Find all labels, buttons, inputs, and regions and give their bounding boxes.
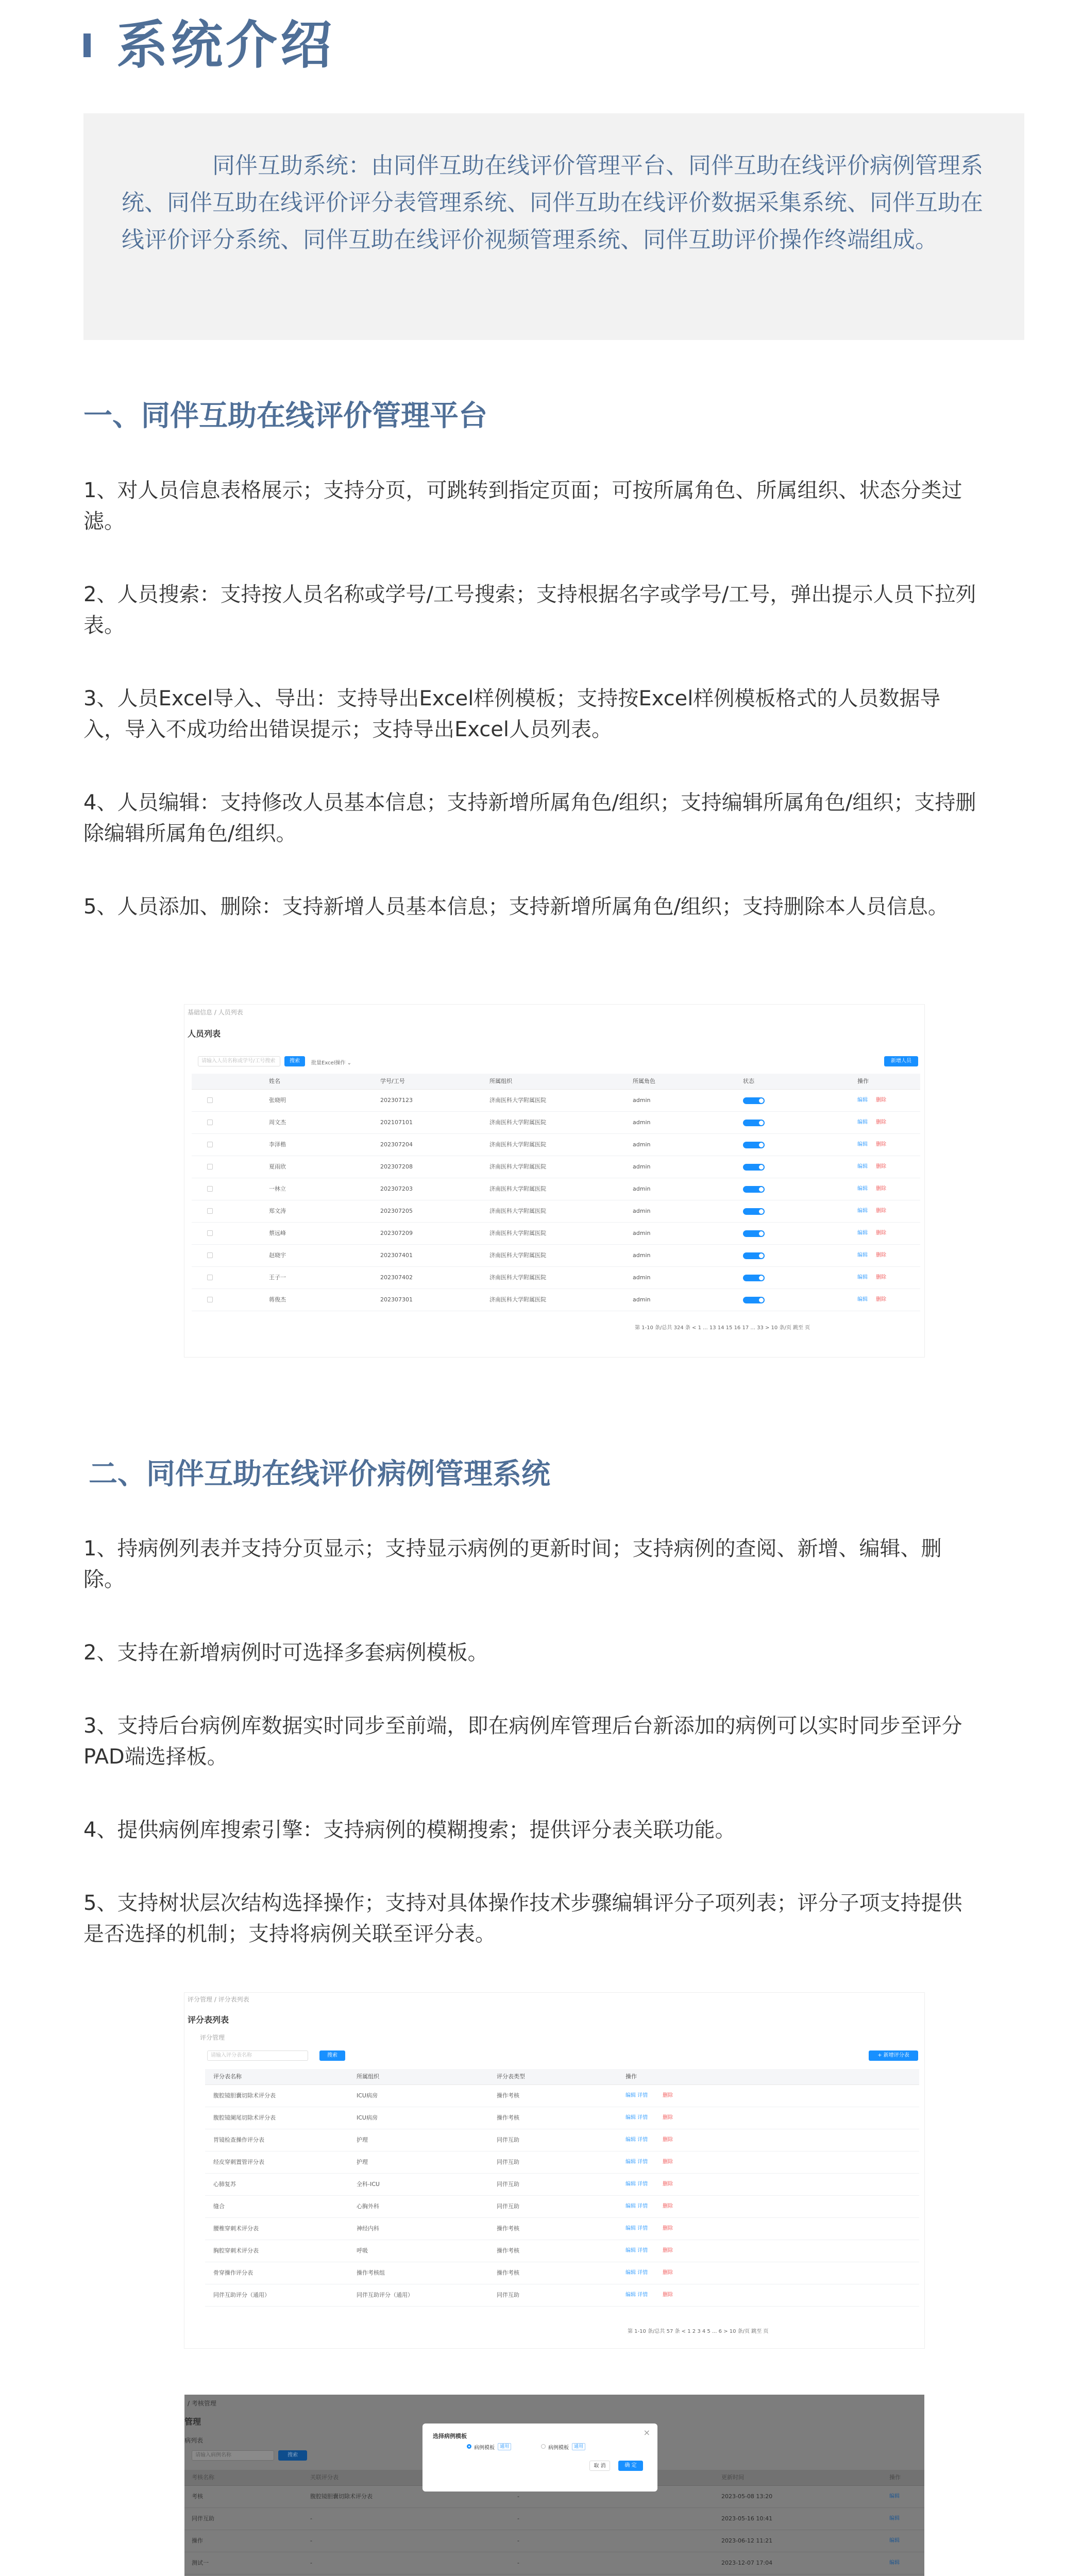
col-updated: 更新时间 [721, 2474, 744, 2481]
table-cell: 李泽楷 [269, 1141, 286, 1148]
table-cell: 202307209 [380, 1230, 413, 1236]
excel-dropdown[interactable]: 批量Excel操作 ⌄ [311, 1060, 352, 1066]
breadcrumb[interactable]: 基础信息 / 人员列表 [188, 1009, 243, 1016]
page-title: 系统介绍 [116, 15, 335, 75]
section2-item: 3、支持后台病例库数据实时同步至前端，即在病例库管理后台新添加的病例可以实时同步至评分PAD端选择板。 [83, 1714, 962, 1769]
col-role: 所属角色 [633, 1078, 655, 1084]
table-cell: admin [633, 1274, 651, 1281]
personnel-list-screenshot [184, 1005, 924, 1357]
edit-detail-links[interactable]: 编辑 详情 [625, 2204, 648, 2209]
table-cell: 张晓明 [269, 1097, 286, 1104]
table-row [205, 2240, 919, 2262]
table-cell: 一林立 [269, 1185, 286, 1192]
delete-link[interactable]: 删除 [876, 1120, 886, 1125]
table-cell: 济南医科大学附属医院 [489, 1208, 546, 1214]
status-toggle[interactable] [743, 1252, 765, 1259]
row-checkbox[interactable] [207, 1142, 213, 1147]
row-checkbox[interactable] [207, 1120, 213, 1125]
col-id: 学号/工号 [380, 1078, 405, 1084]
table-row [192, 1134, 920, 1156]
delete-link[interactable]: 删除 [876, 1297, 886, 1302]
table-cell: 济南医科大学附属医院 [489, 1185, 546, 1192]
table-row [205, 2129, 919, 2151]
status-toggle[interactable] [743, 1230, 765, 1237]
table-cell: 缝合 [213, 2203, 225, 2210]
ok-button[interactable]: 确 定 [618, 2461, 643, 2471]
table-cell: 考核 [192, 2493, 203, 2500]
edit-link[interactable]: 编辑 [857, 1275, 868, 1280]
table-cell: 骨穿操作评分表 [213, 2269, 253, 2276]
table-cell: 202307401 [380, 1252, 413, 1259]
edit-link[interactable]: 编辑 [857, 1142, 868, 1147]
status-toggle[interactable] [743, 1186, 765, 1193]
section2-item: 2、支持在新增病例时可选择多套病例模板。 [83, 1641, 488, 1665]
table-cell: admin [633, 1163, 651, 1170]
col-action: 操作 [889, 2474, 901, 2481]
edit-link[interactable]: 编辑 [857, 1164, 868, 1170]
col-score-sheet: 关联评分表 [310, 2474, 339, 2481]
table-cell: 护理 [357, 2137, 368, 2143]
section1-title: 一、同伴互助在线评价管理平台 [83, 399, 487, 433]
row-checkbox[interactable] [207, 1208, 213, 1214]
list-title: 人员列表 [188, 1029, 221, 1039]
table-row [192, 1178, 920, 1200]
table-cell: 全科-ICU [357, 2181, 380, 2188]
search-button[interactable]: 搜索 [278, 2450, 307, 2461]
table-row [205, 2284, 919, 2307]
col-name: 姓名 [269, 1078, 280, 1084]
table-cell: 操作考核 [497, 2269, 519, 2276]
table-cell: 2023-12-07 17:04 [721, 2560, 773, 2566]
table-row [192, 1289, 920, 1311]
table-cell: 202307402 [380, 1274, 413, 1281]
col-action: 操作 [625, 2073, 637, 2080]
table-row [192, 1090, 920, 1112]
table-row [184, 2508, 924, 2530]
table-cell: 腰椎穿刺术评分表 [213, 2225, 259, 2232]
search-button[interactable]: 搜索 [284, 1056, 305, 1066]
table-cell: admin [633, 1185, 651, 1192]
breadcrumb[interactable]: / 考核管理 [188, 2400, 216, 2407]
col-status: 状态 [743, 1078, 754, 1084]
edit-link[interactable]: 编辑 [857, 1297, 868, 1302]
add-person-button[interactable]: 新增人员 [884, 1056, 918, 1066]
delete-link[interactable]: 删除 [876, 1164, 886, 1170]
table-row [192, 1200, 920, 1223]
table-cell: 神经内科 [357, 2225, 379, 2232]
option-tag: 通用 [572, 2443, 585, 2450]
table-cell: 周文杰 [269, 1119, 286, 1126]
section2-item: 1、持病例列表并支持分页显示；支持显示病例的更新时间；支持病例的查阅、新增、编辑、删除。 [83, 1537, 942, 1591]
edit-link[interactable]: 编辑 [889, 2494, 900, 2499]
edit-link[interactable]: 编辑 [889, 2560, 900, 2566]
delete-link[interactable]: 删除 [663, 2181, 673, 2187]
exam-management-screenshot [184, 2395, 924, 2576]
table-row [205, 2174, 919, 2196]
edit-link[interactable]: 编辑 [889, 2538, 900, 2544]
pagination[interactable]: 第 1-10 条/总共 324 条 < 1 ... 13 14 15 16 17 ... 33 > 10 条/页 跳至 页 [635, 1325, 810, 1331]
delete-link[interactable]: 删除 [876, 1186, 886, 1192]
table-cell: 济南医科大学附属医院 [489, 1252, 546, 1259]
section1-item: 3、人员Excel导入、导出：支持导出Excel样例模板；支持按Excel样例模板格式的人员数据导入，导入不成功给出错误提示；支持导出Excel人员列表。 [83, 687, 941, 741]
table-cell: - [517, 2537, 519, 2544]
edit-link[interactable]: 编辑 [857, 1252, 868, 1258]
option-tag: 通用 [498, 2443, 511, 2450]
table-cell: 202307205 [380, 1208, 413, 1214]
table-cell: 济南医科大学附属医院 [489, 1163, 546, 1170]
row-checkbox[interactable] [207, 1297, 213, 1302]
table-cell: 王子一 [269, 1274, 286, 1281]
intro-box: 同伴互助系统：由同伴互助在线评价管理平台、同伴互助在线评价病例管理系统、同伴互助在线评价评分表管理系统、同伴互助在线评价数据采集系统、同伴互助在线评价评分系统、同伴互助在线评价视频管理系统、同伴互助评价操作终端组成。 [83, 113, 1024, 340]
table-cell: 心肺复苏 [213, 2181, 236, 2188]
edit-detail-links[interactable]: 编辑 详情 [625, 2248, 648, 2253]
table-header [192, 1074, 920, 1090]
table-cell: 胸腔穿刺术评分表 [213, 2247, 259, 2254]
table-cell: 呼吸 [357, 2247, 368, 2254]
section1-item: 4、人员编辑：支持修改人员基本信息；支持新增所属角色/组织；支持编辑所属角色/组织；支持删除编辑所属角色/组织。 [83, 791, 976, 845]
table-cell: 操作考核 [497, 2114, 519, 2121]
table-cell: 操作考核 [497, 2225, 519, 2232]
table-cell: 蔡远峰 [269, 1230, 286, 1236]
edit-detail-links[interactable]: 编辑 详情 [625, 2159, 648, 2165]
table-cell: admin [633, 1097, 651, 1104]
col-type: 评分表类型 [497, 2073, 525, 2080]
table-cell: 同伴互助 [497, 2159, 519, 2165]
table-row [192, 1112, 920, 1134]
edit-detail-links[interactable]: 编辑 详情 [625, 2093, 648, 2098]
row-checkbox[interactable] [207, 1097, 213, 1103]
table-cell: 蒋俊杰 [269, 1296, 286, 1303]
personnel-table [192, 1074, 920, 1311]
table-row [184, 2530, 924, 2552]
table-cell: 腹腔镜阑尾切除术评分表 [213, 2114, 276, 2121]
score-sheet-list-screenshot [184, 1993, 924, 2348]
delete-link[interactable]: 删除 [663, 2270, 673, 2276]
radio-option-2[interactable] [541, 2444, 546, 2449]
table-cell: admin [633, 1208, 651, 1214]
delete-link[interactable]: 删除 [663, 2093, 673, 2098]
table-cell: 济南医科大学附属医院 [489, 1097, 546, 1104]
search-input[interactable]: 请输入评分表名称 [207, 2050, 308, 2061]
delete-link[interactable]: 删除 [876, 1142, 886, 1147]
table-row [205, 2107, 919, 2129]
table-cell: admin [633, 1141, 651, 1148]
table-cell: 同伴互助 [497, 2203, 519, 2210]
add-score-sheet-button[interactable]: + 新增评分表 [869, 2050, 918, 2061]
table-cell: 济南医科大学附属医院 [489, 1296, 546, 1303]
delete-link[interactable]: 删除 [663, 2115, 673, 2121]
row-checkbox[interactable] [207, 1164, 213, 1170]
table-cell: 同伴互助 [497, 2137, 519, 2143]
edit-detail-links[interactable]: 编辑 详情 [625, 2115, 648, 2121]
delete-link[interactable]: 删除 [663, 2204, 673, 2209]
status-toggle[interactable] [743, 1142, 765, 1148]
table-cell: - [517, 2493, 519, 2500]
template-select-modal [422, 2424, 657, 2492]
table-row [192, 1267, 920, 1289]
section-subtitle: 病列表 [184, 2437, 204, 2444]
table-row [192, 1245, 920, 1267]
section2-item: 4、提供病例库搜索引擎：支持病例的模糊搜索；提供评分表关联功能。 [83, 1818, 736, 1842]
status-toggle[interactable] [743, 1120, 765, 1126]
edit-detail-links[interactable]: 编辑 详情 [625, 2292, 648, 2298]
col-exam-name: 考核名称 [192, 2474, 214, 2481]
search-input[interactable]: 请输入病例名称 [192, 2450, 274, 2461]
search-button[interactable]: 搜索 [319, 2050, 345, 2061]
table-cell: - [517, 2560, 519, 2566]
delete-link[interactable]: 删除 [876, 1252, 886, 1258]
table-row [192, 1223, 920, 1245]
delete-link[interactable]: 删除 [663, 2248, 673, 2253]
col-action: 操作 [857, 1078, 869, 1084]
table-cell: 同伴互助 [192, 2515, 214, 2522]
row-checkbox[interactable] [207, 1275, 213, 1280]
table-cell: 操作考核 [497, 2092, 519, 2099]
edit-detail-links[interactable]: 编辑 详情 [625, 2226, 648, 2231]
table-cell: admin [633, 1252, 651, 1259]
list-title: 管理 [184, 2417, 201, 2427]
table-cell: ICU病房 [357, 2114, 378, 2121]
edit-detail-links[interactable]: 编辑 详情 [625, 2181, 648, 2187]
table-cell: 202107101 [380, 1119, 413, 1126]
table-cell: admin [633, 1296, 651, 1303]
delete-link[interactable]: 删除 [663, 2159, 673, 2165]
table-cell: admin [633, 1119, 651, 1126]
table-cell: 济南医科大学附属医院 [489, 1141, 546, 1148]
edit-detail-links[interactable]: 编辑 详情 [625, 2137, 648, 2143]
status-toggle[interactable] [743, 1164, 765, 1171]
delete-link[interactable]: 删除 [876, 1275, 886, 1280]
table-header [205, 2069, 919, 2085]
table-cell: 同伴互助 [497, 2181, 519, 2188]
status-toggle[interactable] [743, 1097, 765, 1104]
modal-title: 选择病例模板 [433, 2433, 467, 2439]
status-toggle[interactable] [743, 1297, 765, 1303]
edit-link[interactable]: 编辑 [857, 1186, 868, 1192]
edit-link[interactable]: 编辑 [857, 1230, 868, 1236]
close-icon[interactable]: × [643, 2428, 650, 2437]
breadcrumb[interactable]: 评分管理 / 评分表列表 [188, 1996, 249, 2003]
table-row [205, 2218, 919, 2240]
table-cell: 操作考核 [497, 2247, 519, 2254]
table-cell: 同伴互助评分（通用） [213, 2292, 270, 2298]
edit-link[interactable]: 编辑 [857, 1208, 868, 1214]
row-checkbox[interactable] [207, 1252, 213, 1258]
score-sheet-table [205, 2069, 919, 2307]
table-cell: 202307123 [380, 1097, 413, 1104]
col-org: 所属组织 [357, 2073, 379, 2080]
table-cell: 202307204 [380, 1141, 413, 1148]
table-cell: - [310, 2537, 312, 2544]
table-cell: 经皮穿刺置管评分表 [213, 2159, 264, 2165]
title-accent-bar [83, 33, 91, 57]
table-cell: admin [633, 1230, 651, 1236]
radio-option-1[interactable] [467, 2444, 471, 2449]
table-cell: 护理 [357, 2159, 368, 2165]
edit-link[interactable]: 编辑 [889, 2516, 900, 2521]
table-cell: 操作考核组 [357, 2269, 385, 2276]
search-input[interactable]: 请输入人员名称或学号/工号搜索 [198, 1056, 280, 1066]
table-row [192, 1156, 920, 1178]
option-label: 病例模板 [548, 2445, 569, 2451]
table-cell: 同伴互助 [497, 2292, 519, 2298]
pagination[interactable]: 第 1-10 条/总共 57 条 < 1 2 3 4 5 ... 6 > 10 条/页 跳至 页 [628, 2329, 769, 2334]
delete-link[interactable]: 删除 [876, 1230, 886, 1236]
page-title-block [83, 15, 335, 75]
delete-link[interactable]: 删除 [663, 2292, 673, 2298]
table-cell: 济南医科大学附属医院 [489, 1274, 546, 1281]
row-checkbox[interactable] [207, 1230, 213, 1236]
delete-link[interactable]: 删除 [663, 2226, 673, 2231]
col-sheet-name: 评分表名称 [213, 2073, 242, 2080]
delete-link[interactable]: 删除 [876, 1208, 886, 1214]
option-label: 病例模板 [474, 2445, 495, 2451]
table-row [205, 2085, 919, 2107]
table-cell: 夏雨欣 [269, 1163, 286, 1170]
status-toggle[interactable] [743, 1208, 765, 1215]
section1-item: 1、对人员信息表格展示；支持分页，可跳转到指定页面；可按所属角色、所属组织、状态分类过滤。 [83, 479, 962, 533]
list-title: 评分表列表 [188, 2015, 229, 2025]
table-cell: 202307203 [380, 1185, 413, 1192]
table-cell: 2023-05-16 10:41 [721, 2515, 773, 2522]
table-cell: 腹腔镜胆囊切除术评分表 [213, 2092, 276, 2099]
table-row [205, 2151, 919, 2174]
table-cell: 济南医科大学附属医院 [489, 1230, 546, 1236]
table-cell: 赵晓宇 [269, 1252, 286, 1259]
table-row [205, 2262, 919, 2284]
table-cell: 2023-05-08 13:20 [721, 2493, 773, 2500]
table-cell: 202307208 [380, 1163, 413, 1170]
table-cell: 同伴互助评分（通用） [357, 2292, 413, 2298]
section1-item: 2、人员搜索：支持按人员名称或学号/工号搜索；支持根据名字或学号/工号，弹出提示人员下拉列表。 [83, 583, 976, 637]
row-checkbox[interactable] [207, 1186, 213, 1192]
table-cell: 心胸外科 [357, 2203, 379, 2210]
table-cell: 济南医科大学附属医院 [489, 1119, 546, 1126]
cancel-button[interactable]: 取 消 [589, 2461, 610, 2471]
table-cell: 胃镜检查操作评分表 [213, 2137, 264, 2143]
status-toggle[interactable] [743, 1275, 765, 1281]
table-cell: 郑文涛 [269, 1208, 286, 1214]
table-cell: ICU病房 [357, 2092, 378, 2099]
table-row [184, 2552, 924, 2574]
table-cell: 腹腔镜胆囊切除术评分表 [310, 2493, 373, 2500]
table-cell: - [517, 2515, 519, 2522]
table-cell: - [310, 2560, 312, 2566]
table-row [205, 2196, 919, 2218]
table-cell: 操作 [192, 2537, 203, 2544]
edit-link[interactable]: 编辑 [857, 1120, 868, 1125]
delete-link[interactable]: 删除 [663, 2137, 673, 2143]
edit-detail-links[interactable]: 编辑 详情 [625, 2270, 648, 2276]
delete-link[interactable]: 删除 [876, 1097, 886, 1103]
edit-link[interactable]: 编辑 [857, 1097, 868, 1103]
table-cell: 2023-06-12 11:21 [721, 2537, 773, 2544]
section2-title: 二、同伴互助在线评价病例管理系统 [89, 1458, 550, 1491]
section1-item: 5、人员添加、删除：支持新增人员基本信息；支持新增所属角色/组织；支持删除本人员信息。 [83, 895, 949, 919]
section-subtitle: 评分管理 [200, 2034, 225, 2041]
table-cell: - [310, 2515, 312, 2522]
table-cell: 202307301 [380, 1296, 413, 1303]
section2-item: 5、支持树状层次结构选择操作；支持对具体操作技术步骤编辑评分子项列表；评分子项支持提供是否选择的机制；支持将病例关联至评分表。 [83, 1891, 962, 1946]
table-cell: 测试一 [192, 2560, 209, 2566]
col-org: 所属组织 [489, 1078, 512, 1084]
